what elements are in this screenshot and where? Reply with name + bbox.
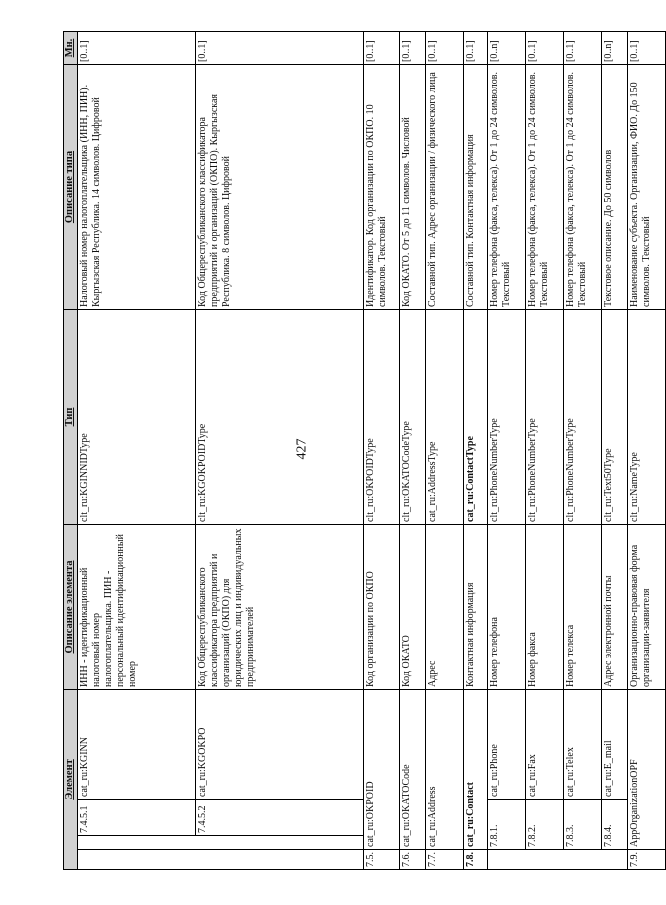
row-element: cat_ru:Address [426,690,464,850]
row-element-description: Номер факса [526,525,564,690]
row-multiplicity: [0..1] [464,32,488,65]
row-element-description: Код ОКАТО [400,525,426,690]
table-row [78,32,196,870]
row-element-description: Адрес электронной почты [602,525,628,690]
row-multiplicity: [0..n] [602,32,628,65]
row-number: 7.8. [464,850,488,870]
table-row [564,32,602,870]
header-type-description: Описание типа [64,65,78,310]
table-row [426,32,464,870]
row-type-description: Текстовое описание. До 50 символов [602,65,628,310]
row-multiplicity: [0..1] [364,32,400,65]
header-type: Тип [64,310,78,525]
row-type-description: Номер телефона (факса, телекса). От 1 до 24 символов. Текстовый [526,65,564,310]
header-element-description: Описание элемента [64,525,78,690]
page-number: 427 [294,438,310,460]
row-element: cat_ru:KGINN [78,690,196,800]
row-number: 7.9. [628,850,666,870]
row-type: clt_ru:KGINNIDType [78,310,196,525]
header-element: Элемент [64,690,78,870]
row-element: cat_ru:E_mail [602,690,628,800]
elements-table [63,31,666,870]
row-type-description: Составной тип. Адрес организации / физического лица [426,65,464,310]
row-number: 7.8.3. [564,800,602,850]
table-header-row [64,32,78,870]
row-type-description: Код ОКАТО. От 5 до 11 символов. Числовой [400,65,426,310]
row-element: cat_ru:OKPOID [364,690,400,850]
row-element-description: ИНН - идентификационный налоговый номер налогоплательщика. ПИН - персональный идентификационный номер [78,525,196,690]
row-number: 7.5. [364,850,400,870]
row-element-description: Адрес [426,525,464,690]
row-number: 7.7. [426,850,464,870]
row-element: cat_ru:Fax [526,690,564,800]
table-row [526,32,564,870]
row-type: clt_ru:KGOKPOIDType [196,310,364,525]
row-element-description: Код организации по ОКПО [364,525,400,690]
row-type-description: Составной тип. Контактная информация [464,65,488,310]
table-row [196,32,364,870]
row-multiplicity: [0..1] [196,32,364,65]
table-row [364,32,400,870]
row-element-description: Контактная информация [464,525,488,690]
header-multiplicity: Мн. [64,32,78,65]
row-number: 7.4.5.1 [78,800,196,836]
row-element: cat_ru:Contact [464,690,488,850]
row-number: 7.8.2. [526,800,564,850]
row-type-description: Код Общереспубликанского классификатора предприятий и организаций (ОКПО). Кыргызская Республика. 8 символов. Цифровой [196,65,364,310]
row-multiplicity: [0..n] [488,32,526,65]
row-element: cat_ru:KGOKPO [196,690,364,800]
row-number: 7.8.1. [488,800,526,850]
row-type: clt_ru:NameType [628,310,666,525]
row-multiplicity: [0..1] [628,32,666,65]
row-type: clt_ru:PhoneNumberType [526,310,564,525]
row-type-description: Наименование субъекта. Организации, ФИО. До 150 символов. Текстовый [628,65,666,310]
table-row [464,32,488,870]
row-number: 7.4.5.2 [196,800,364,836]
row-multiplicity: [0..1] [400,32,426,65]
row-type-description: Налоговый номер налогоплательщика (ИНН, ПИН). Кыргызская Республика. 14 символов. Цифровой [78,65,196,310]
row-element-description: Номер телекса [564,525,602,690]
row-multiplicity: [0..1] [564,32,602,65]
row-multiplicity: [0..1] [526,32,564,65]
table-row [488,32,526,870]
row-multiplicity: [0..1] [78,32,196,65]
row-element: cat_ru:Phone [488,690,526,800]
row-element-description: Организационно-правовая форма организации-заявителя [628,525,666,690]
row-type-description: Номер телефона (факса, телекса). От 1 до 24 символов. Текстовый [488,65,526,310]
row-type-description: Номер телефона (факса, телекса). От 1 до 24 символов. Текстовый [564,65,602,310]
row-multiplicity: [0..1] [426,32,464,65]
row-type-description: Идентификатор. Код организации по ОКПО. 10 символов. Текстовый [364,65,400,310]
row-type: clt_ru:PhoneNumberType [488,310,526,525]
row-number: 7.8.4. [602,800,628,850]
row-type: cat_ru:AddressType [426,310,464,525]
row-type: cat_ru:ContactType [464,310,488,525]
row-number: 7.6. [400,850,426,870]
row-element: cat_ru:OKATOCode [400,690,426,850]
row-element: AppOrganizationOPF [628,690,666,850]
document-table-sheet [63,32,652,870]
table-row [602,32,628,870]
row-type: clt_ru:OKATOCodeType [400,310,426,525]
row-type: clt_ru:OKPOIDType [364,310,400,525]
row-element: cat_ru:Telex [564,690,602,800]
row-type: clt_ru:PhoneNumberType [564,310,602,525]
row-element-description: Номер телефона [488,525,526,690]
table-row [628,32,666,870]
row-element-description: Код Общереспубликанского классификатора предприятий и организаций (ОКПО) для юридических лиц и индивидуальных предпринимателей [196,525,364,690]
row-type: clt_ru:Text50Type [602,310,628,525]
table-row [400,32,426,870]
